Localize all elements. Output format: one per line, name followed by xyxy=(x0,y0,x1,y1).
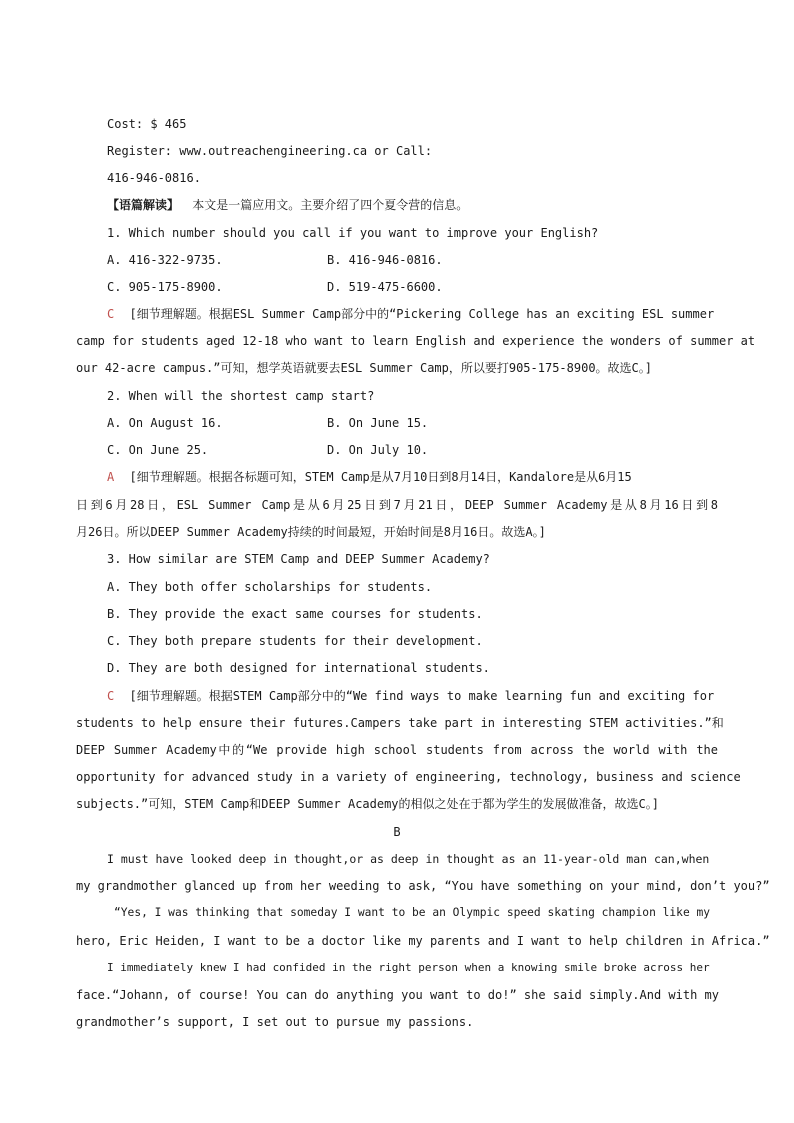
q1-option-d: D. 519-475-6600. xyxy=(327,280,443,294)
para2-line2: hero, Eric Heiden, I want to be a doctor like my parents and I want to help children in Africa.” xyxy=(76,934,770,948)
para2-line1: “Yes, I was thinking that someday I want to be an Olympic speed skating champion like my xyxy=(114,906,711,919)
para3-line1: I immediately knew I had confided in the right person when a knowing smile broke across her xyxy=(107,961,710,974)
q1-options-row2 xyxy=(107,280,443,294)
q3-exp4: opportunity for advanced study in a variety of engineering, technology, business and science xyxy=(76,770,741,784)
para1-line1: I must have looked deep in thought,or as deep in thought as an 11-year-old man can,when xyxy=(107,852,710,866)
q1-option-b: B. 416-946-0816. xyxy=(327,253,443,267)
q3-exp5: subjects.”可知，STEM Camp和DEEP Summer Academy的相似之处在于都为学生的发展做准备，故选C。] xyxy=(76,797,659,811)
passage-analysis xyxy=(107,198,468,212)
q2-stem: 2. When will the shortest camp start? xyxy=(107,389,375,403)
q3-explanation-line1 xyxy=(107,689,714,703)
section-b-heading: B xyxy=(393,825,401,839)
q3-answer: C xyxy=(107,689,115,703)
para1-line2: my grandmother glanced up from her weeding to ask, “You have something on your mind, don’t you?” xyxy=(76,879,770,893)
q1-exp1: [细节理解题。根据ESL Summer Camp部分中的“Pickering College has an exciting ESL summer xyxy=(129,307,715,321)
q1-option-c: C. 905-175-8900. xyxy=(107,280,223,294)
q1-explanation-line1 xyxy=(107,307,714,321)
q3-exp1: [细节理解题。根据STEM Camp部分中的“We find ways to make learning fun and exciting for xyxy=(129,689,715,703)
q3-option-d: D. They are both designed for international students. xyxy=(107,661,490,675)
register-line: Register: www.outreachengineering.ca or Call: xyxy=(107,144,433,158)
q1-stem: 1. Which number should you call if you want to improve your English? xyxy=(107,226,599,240)
q2-options-row2 xyxy=(107,443,429,457)
q1-exp2: camp for students aged 12-18 who want to learn English and experience the wonders of summer at xyxy=(76,334,756,348)
q3-option-c: C. They both prepare students for their development. xyxy=(107,634,483,648)
q2-exp1: [细节理解题。根据各标题可知，STEM Camp是从7月10日到8月14日，Kandalore是从6月15 xyxy=(129,470,632,484)
q2-exp2: 日到6月28日，ESL Summer Camp是从6月25日到7月21日，DEEP Summer Academy是从8月16日到8 xyxy=(76,498,718,512)
phone-line: 416-946-0816. xyxy=(107,171,201,185)
q2-exp3: 月26日。所以DEEP Summer Academy持续的时间最短，开始时间是8月16日。故选A。] xyxy=(76,525,546,539)
para3-line3: grandmother’s support, I set out to pursue my passions. xyxy=(76,1015,474,1029)
q2-option-b: B. On June 15. xyxy=(327,416,429,430)
q3-option-a: A. They both offer scholarships for students. xyxy=(107,580,433,594)
q1-option-a: A. 416-322-9735. xyxy=(107,253,223,267)
q2-option-d: D. On July 10. xyxy=(327,443,429,457)
q2-explanation-line1 xyxy=(107,470,632,484)
q1-exp3: our 42-acre campus.”可知，想学英语就要去ESL Summer Camp，所以要打905-175-8900。故选C。] xyxy=(76,361,653,375)
analysis-label: 【语篇解读】 xyxy=(107,198,180,212)
q2-option-a: A. On August 16. xyxy=(107,416,223,430)
q3-exp2: students to help ensure their futures.Campers take part in interesting STEM activities.”和 xyxy=(76,716,724,730)
q2-option-c: C. On June 25. xyxy=(107,443,209,457)
cost-line: Cost: $ 465 xyxy=(107,117,187,131)
analysis-text: 本文是一篇应用文。主要介绍了四个夏令营的信息。 xyxy=(192,198,469,212)
para3-line2: face.“Johann, of course! You can do anything you want to do!” she said simply.And with my xyxy=(76,988,719,1002)
q3-exp3: DEEP Summer Academy中的“We provide high school students from across the world with the xyxy=(76,743,718,757)
q3-option-b: B. They provide the exact same courses for students. xyxy=(107,607,483,621)
q3-stem: 3. How similar are STEM Camp and DEEP Summer Academy? xyxy=(107,552,490,566)
q2-answer: A xyxy=(107,470,115,484)
q2-options-row1 xyxy=(107,416,429,430)
q1-options-row1 xyxy=(107,253,443,267)
q1-answer: C xyxy=(107,307,115,321)
